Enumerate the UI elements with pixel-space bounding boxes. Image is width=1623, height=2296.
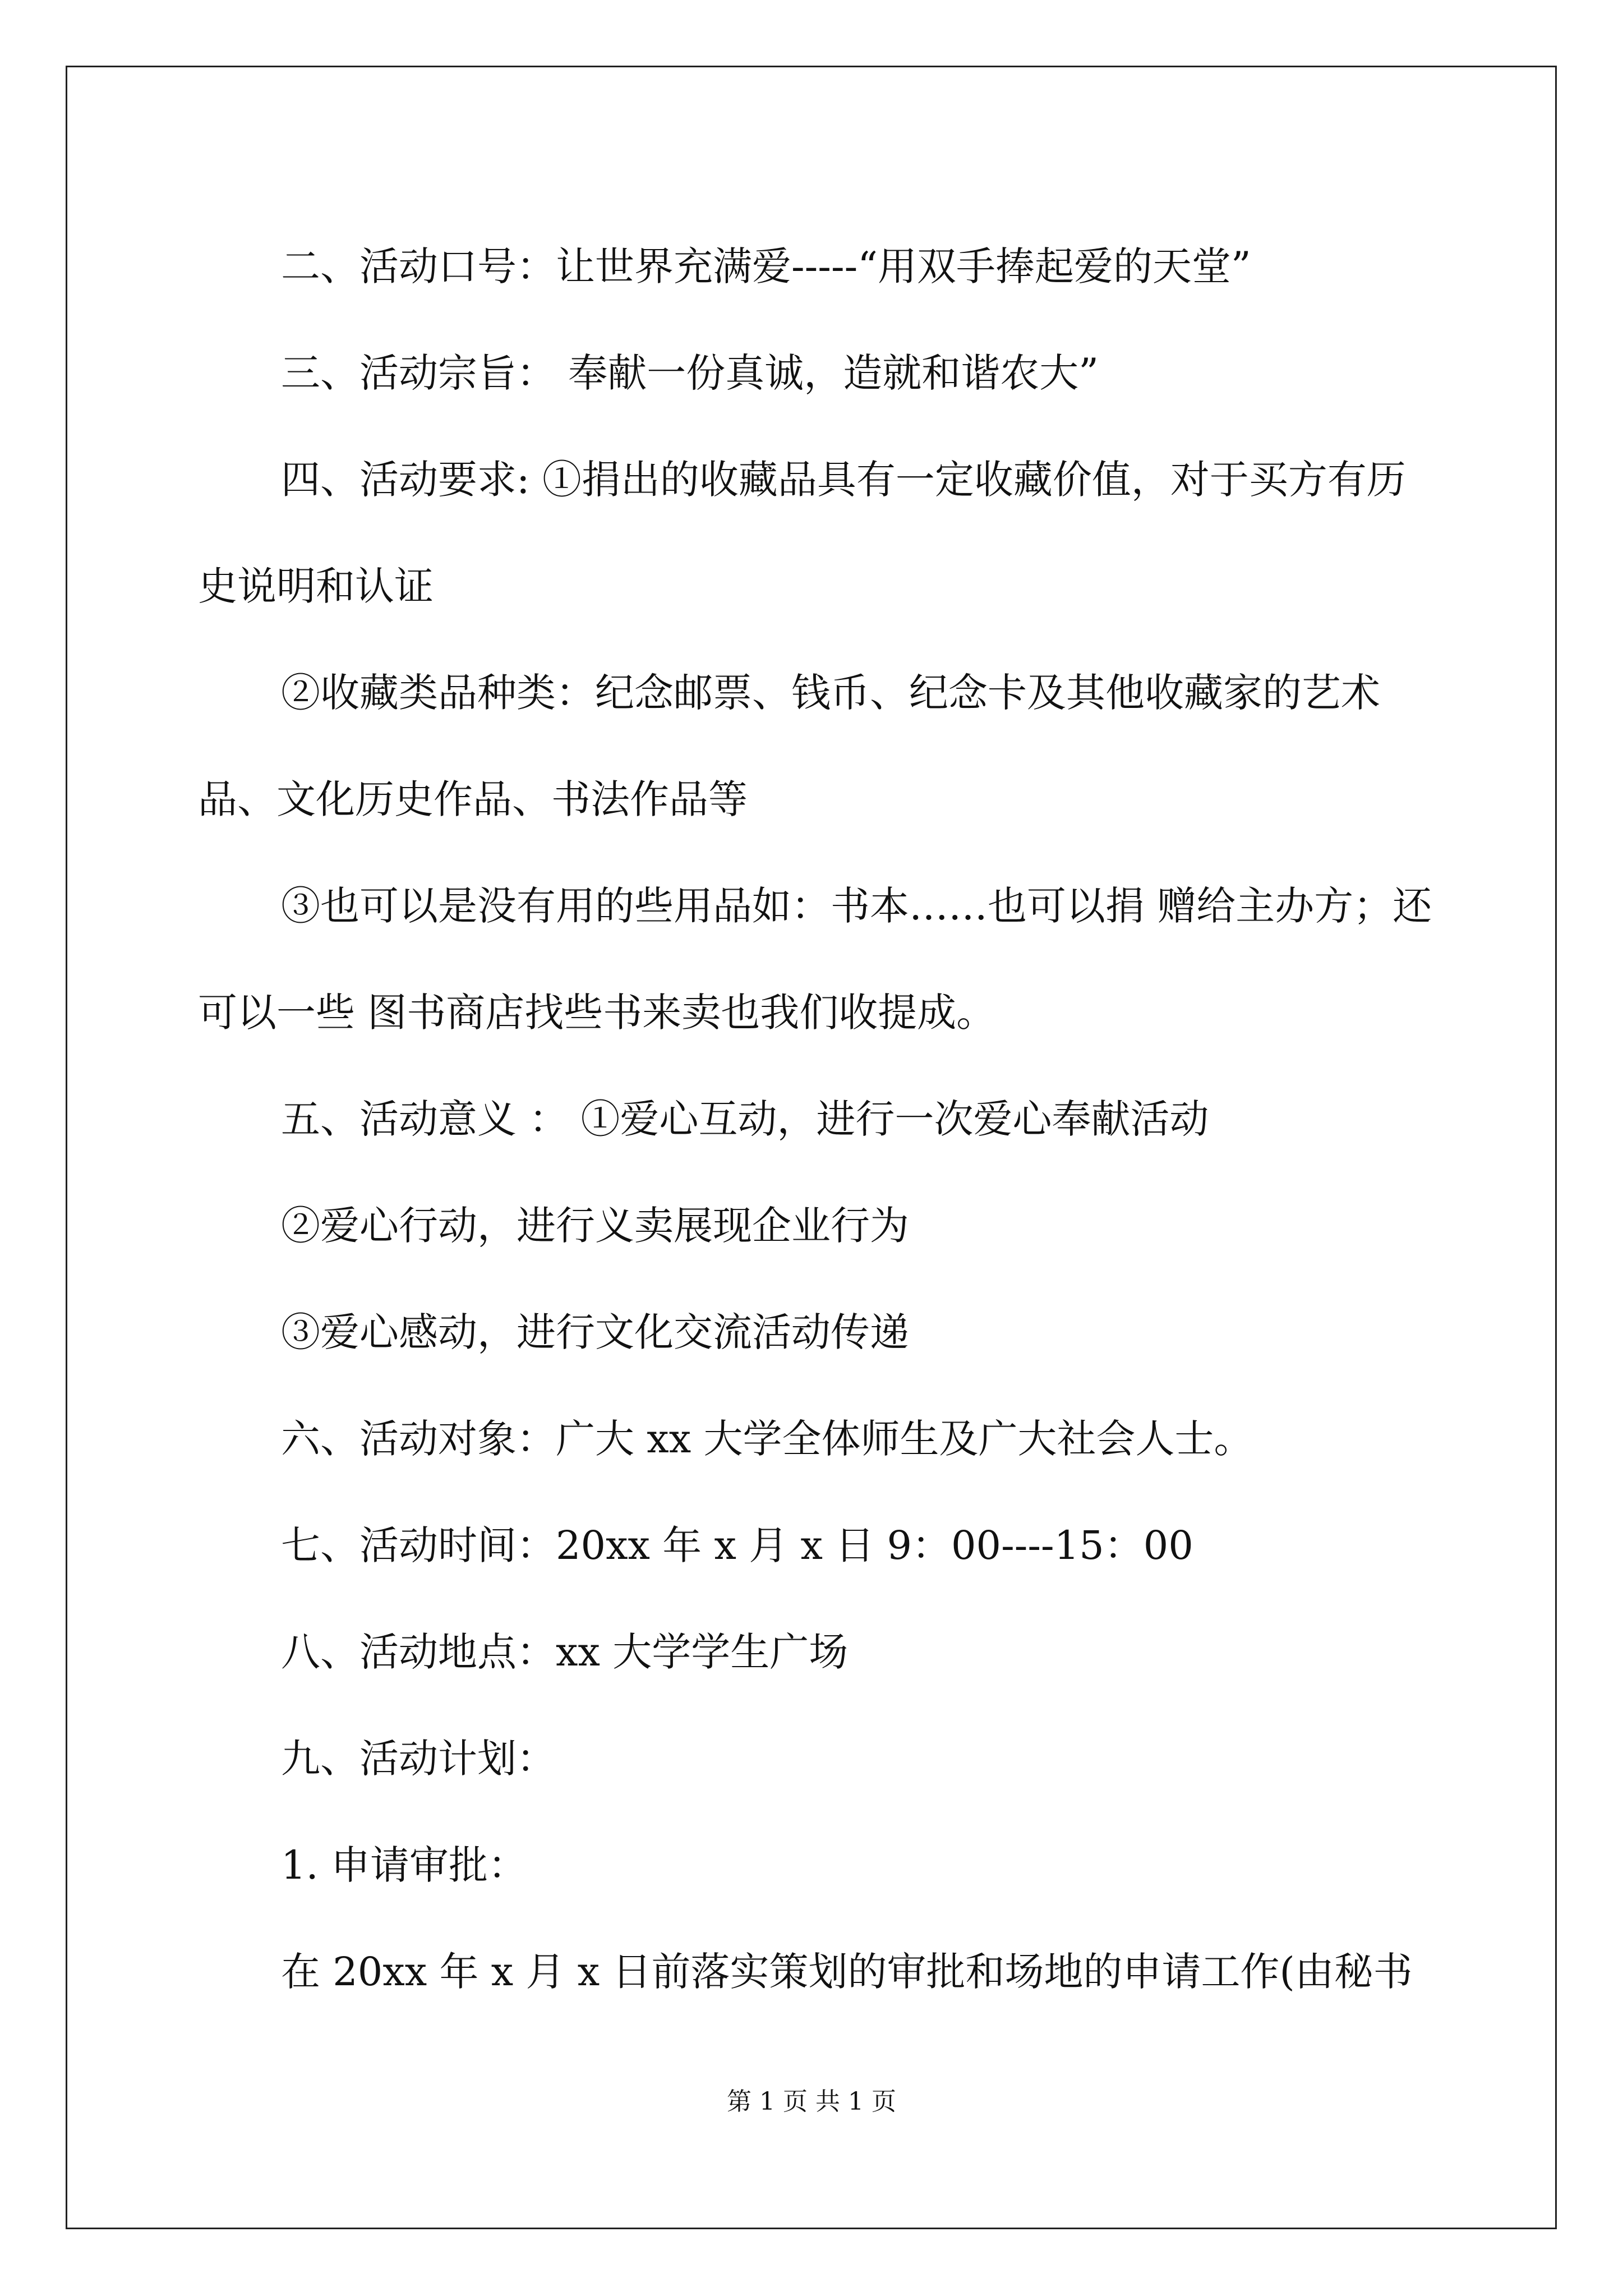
paragraph: ②收藏类品种类：纪念邮票、钱币、纪念卡及其他收藏家的艺术品、文化历史作品、书法作品等 bbox=[198, 670, 1380, 822]
paragraph: 九、活动计划： bbox=[281, 1736, 556, 1782]
paragraph: 八、活动地点：xx 大学学生广场 bbox=[281, 1629, 849, 1675]
paragraph: ②爱心行动，进行义卖展现企业行为 bbox=[281, 1203, 909, 1249]
paragraph: 五、活动意义 ： ①爱心互动，进行一次爱心奉献活动 bbox=[281, 1096, 1209, 1142]
paragraph: 在 20xx 年 x 月 x 日前落实策划的审批和场地的申请工作(由秘书 bbox=[281, 1949, 1413, 1995]
page-number-footer: 第 1 页 共 1 页 bbox=[727, 2087, 896, 2116]
paragraph: 二、活动口号：让世界充满爱-----“用双手捧起爱的天堂” bbox=[281, 243, 1251, 289]
document-body bbox=[198, 213, 1437, 2025]
paragraph: 六、活动对象：广大 xx 大学全体师生及广大社会人士。 bbox=[281, 1416, 1253, 1462]
paragraph: ③也可以是没有用的些用品如：书本……也可以捐 赠给主办方；还可以一些 图书商店找些书来卖也我们收提成。 bbox=[198, 883, 1432, 1036]
paragraph: 四、活动要求: ①捐出的收藏品具有一定收藏价值，对于买方有历史说明和认证 bbox=[198, 457, 1406, 609]
paragraph: 三、活动宗旨： 奉献一份真诚，造就和谐农大” bbox=[281, 350, 1099, 396]
paragraph: 1. 申请审批： bbox=[281, 1842, 528, 1888]
paragraph: 七、活动时间：20xx 年 x 月 x 日 9：00----15：00 bbox=[281, 1522, 1193, 1568]
paragraph: ③爱心感动，进行文化交流活动传递 bbox=[281, 1309, 909, 1355]
